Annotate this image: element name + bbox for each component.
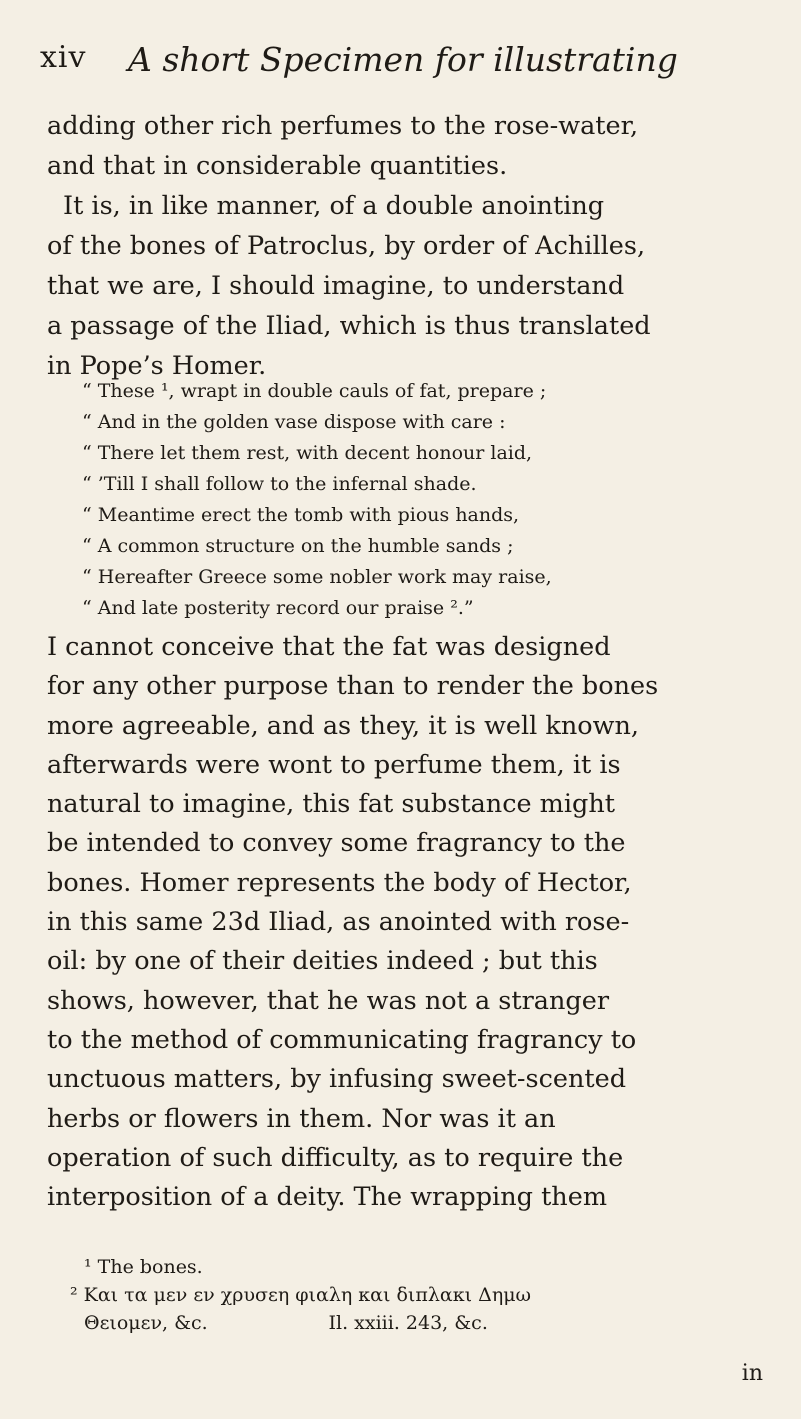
- text-line: more agreeable, and as they, it is well known,: [47, 710, 640, 741]
- text-line: I cannot conceive that the fat was designed: [47, 632, 611, 662]
- page-header: [40, 40, 761, 90]
- text-line: in this same 23d Iliad, as anointed with rose-: [47, 907, 630, 938]
- verse-line: “ There let them rest, with decent honour laid,: [82, 442, 533, 464]
- text-line: interposition of a deity. The wrapping them: [47, 1182, 608, 1213]
- text-line: unctuous matters, by infusing sweet-scented: [47, 1064, 627, 1095]
- text-line: and that in considerable quantities.: [47, 151, 508, 181]
- text-line: It is, in like manner, of a double anointing: [63, 191, 605, 221]
- quoted-verse: [82, 376, 552, 624]
- footnote-line: ² Και τα μεν εν χρυσεη φιαλη και διπλακι Δημω: [70, 1284, 532, 1306]
- text-line: adding other rich perfumes to the rose-water,: [47, 111, 639, 141]
- verse-line: “ A common structure on the humble sands ;: [82, 535, 514, 557]
- text-line: herbs or flowers in them. Nor was it an: [47, 1103, 556, 1134]
- text-line: for any other purpose than to render the bones: [47, 671, 659, 702]
- text-line: of the bones of Patroclus, by order of Achilles,: [47, 231, 646, 261]
- verse-line: “ Meantime erect the tomb with pious hands,: [82, 504, 520, 526]
- paragraph-two: [47, 628, 772, 1217]
- paragraph-one: [47, 106, 772, 386]
- text-line: operation of such difficulty, as to require the: [47, 1142, 624, 1173]
- text-line: bones. Homer represents the body of Hector,: [47, 867, 632, 898]
- text-line: natural to imagine, this fat substance might: [47, 789, 616, 820]
- verse-line: “ These ¹, wrapt in double cauls of fat, prepare ;: [82, 380, 547, 402]
- footnote-line: Θειομεν, &c. Il. xxiii. 243, &c.: [84, 1312, 488, 1334]
- verse-line: “ And late posterity record our praise ².”: [82, 597, 474, 619]
- text-line: shows, however, that he was not a stranger: [47, 985, 610, 1016]
- footnotes: [70, 1253, 770, 1337]
- verse-line: “ ’Till I shall follow to the infernal shade.: [82, 473, 477, 495]
- text-line: to the method of communicating fragrancy to: [47, 1024, 637, 1055]
- catchword: in: [741, 1361, 763, 1386]
- footnote-line: ¹ The bones.: [84, 1256, 203, 1278]
- page-number: xiv: [40, 40, 87, 75]
- text-line: that we are, I should imagine, to understand: [47, 271, 625, 301]
- text-line: oil: by one of their deities indeed ; but this: [47, 946, 598, 977]
- text-line: in Pope’s Homer.: [47, 351, 267, 381]
- verse-line: “ And in the golden vase dispose with care :: [82, 411, 506, 433]
- running-title: A short Specimen for illustrating: [128, 40, 678, 79]
- text-line: a passage of the Iliad, which is thus translated: [47, 311, 651, 341]
- text-line: afterwards were wont to perfume them, it is: [47, 749, 621, 780]
- text-line: be intended to convey some fragrancy to the: [47, 828, 626, 859]
- verse-line: “ Hereafter Greece some nobler work may raise,: [82, 566, 552, 588]
